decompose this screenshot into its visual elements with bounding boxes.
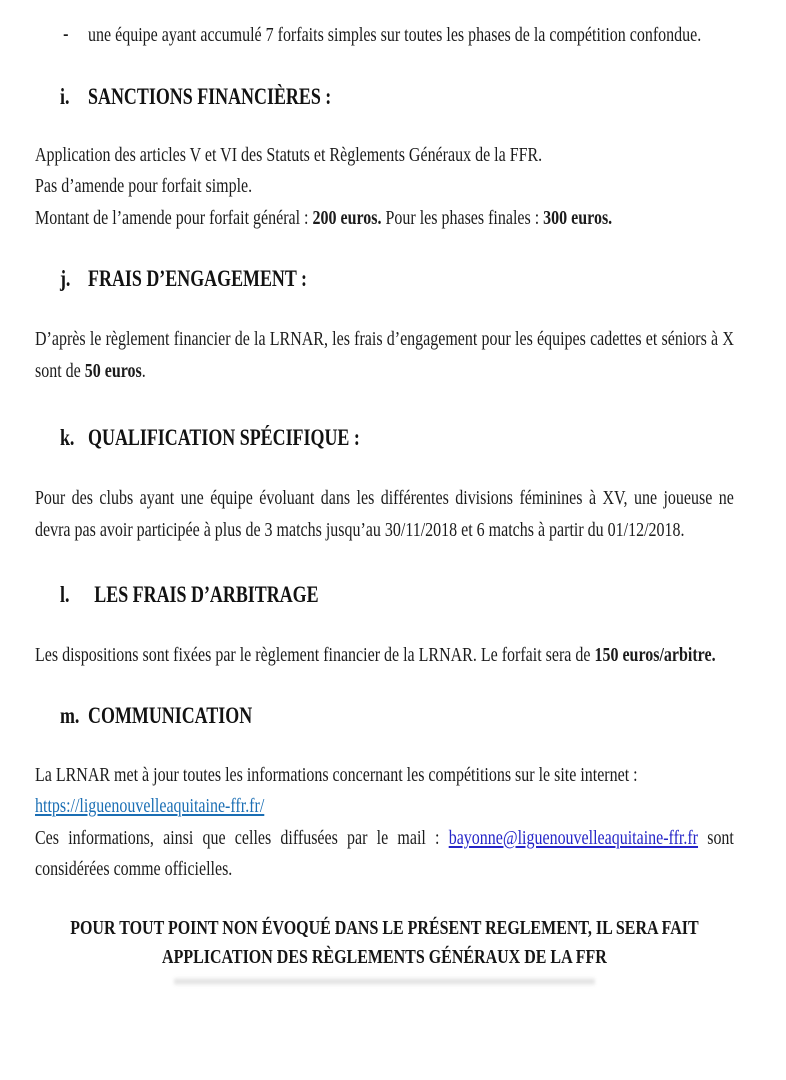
heading-marker-m: m. (59, 702, 80, 728)
section-i-body (35, 140, 734, 235)
para-application-articles: Application des articles V et VI des Statuts et Règlements Généraux de la FFR. (35, 143, 543, 166)
text-run: D’après le règlement financier de la LRNAR, les frais d’engagement pour les équipes cadettes et séniors à X sont de (35, 328, 734, 382)
text-run: Montant de l’amende pour forfait général : (35, 206, 313, 229)
heading-marker-k: k. (59, 425, 75, 450)
site-link-line (35, 791, 734, 823)
heading-qualification-specifique (35, 421, 734, 455)
text-run: Les dispositions sont fixées par le règlement financier de la LRNAR. Le forfait sera de (35, 644, 595, 666)
heading-title-k: QUALIFICATION SPÉCIFIQUE : (88, 425, 360, 450)
heading-communication (35, 699, 734, 733)
para-frais-engagement (35, 324, 734, 387)
scan-blur-artifact (174, 979, 595, 984)
heading-title-m: COMMUNICATION (88, 702, 253, 728)
text-run: sont considérées comme officielles. (35, 826, 734, 880)
heading-frais-arbitrage (35, 578, 734, 612)
heading-marker-l: l. (59, 582, 70, 607)
heading-sanctions-financieres (35, 80, 734, 114)
para-pas-amende: Pas d’amende pour forfait simple. (35, 175, 253, 197)
text-run: Ces informations, ainsi que celles diffusées par le mail : (35, 826, 449, 849)
bold-amount-50-euros: 50 euros (84, 359, 142, 382)
text-run: . (141, 359, 146, 382)
bold-amount-200-euros: 200 euros. (312, 206, 382, 229)
bullet-dash-marker: - (63, 23, 69, 45)
para-frais-arbitrage (35, 640, 734, 672)
footer-statement (35, 914, 734, 972)
bold-amount-300-euros: 300 euros. (543, 206, 613, 229)
para-informations-officielles (35, 823, 734, 886)
heading-frais-engagement (35, 262, 734, 296)
heading-marker-j: j. (59, 266, 71, 291)
section-m-body (35, 760, 734, 886)
text-run: Pour les phases finales : (381, 206, 544, 229)
heading-title-j: FRAIS D’ENGAGEMENT : (88, 266, 308, 291)
site-link[interactable]: https://liguenouvelleaquitaine-ffr.fr/ (35, 795, 265, 817)
bullet-text: une équipe ayant accumulé 7 forfaits simples sur toutes les phases de la compétition confondue. (88, 24, 702, 46)
footer-line-2: APPLICATION DES RÈGLEMENTS GÉNÉRAUX DE LA FFR (162, 945, 607, 968)
para-qualification-specifique: Pour des clubs ayant une équipe évoluant dans les différentes divisions féminines à XV, une joueuse ne devra pas avoir participée à plus de 3 matchs jusqu’au 30/11/2018 et 6 matchs à partir du 01/12/2018. (35, 487, 734, 541)
bold-amount-150-euros-arbitre: 150 euros/arbitre. (594, 644, 716, 666)
footer-line-1: POUR TOUT POINT NON ÉVOQUÉ DANS LE PRÉSENT REGLEMENT, IL SERA FAIT (70, 916, 699, 939)
para-montant-amende (35, 203, 734, 235)
document-content (35, 20, 734, 984)
heading-title-l: LES FRAIS D’ARBITRAGE (94, 582, 319, 607)
para-lrnar-site: La LRNAR met à jour toutes les informations concernant les compétitions sur le site internet : (35, 763, 638, 786)
heading-title-i: SANCTIONS FINANCIÈRES : (88, 83, 332, 109)
bullet-item (35, 20, 734, 52)
heading-marker-i: i. (59, 83, 70, 109)
mail-link[interactable]: bayonne@liguenouvelleaquitaine-ffr.fr (448, 826, 699, 849)
